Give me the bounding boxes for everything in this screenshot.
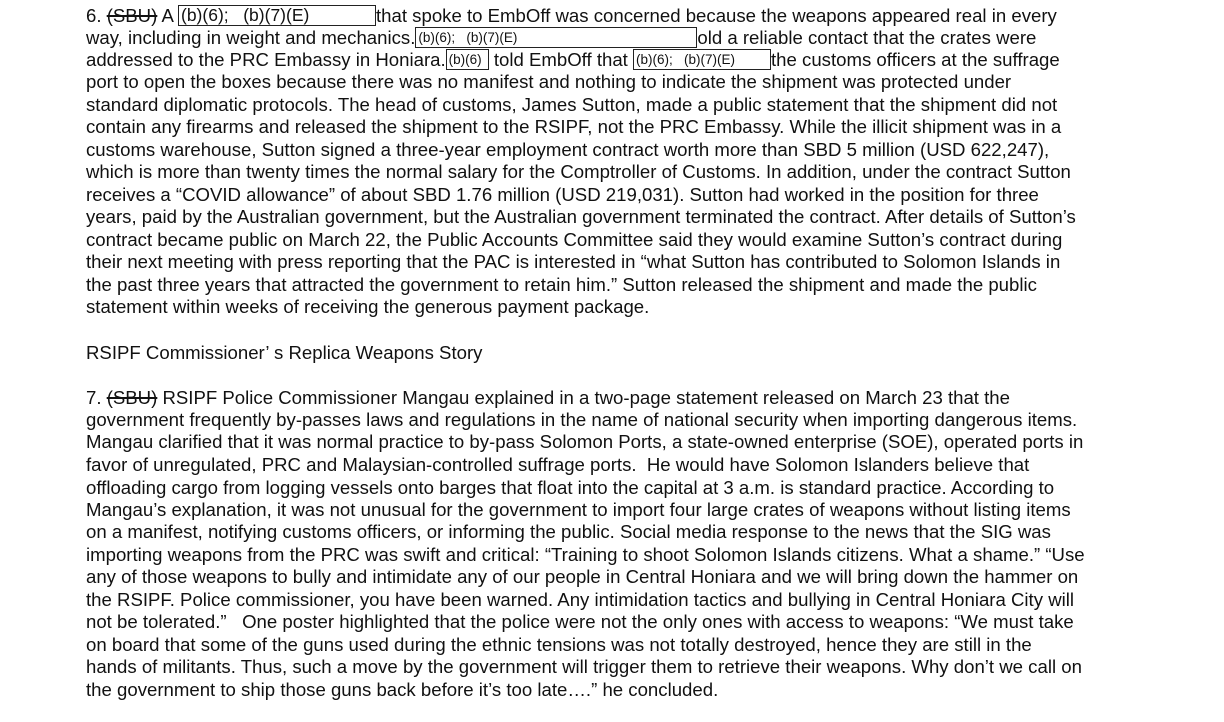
p7-line: not be tolerated.” One poster highlighted that the police were not the only ones with access to weapons: “We must take <box>86 611 1074 632</box>
p7-classification: (SBU) <box>106 387 158 408</box>
p7-line: favor of unregulated, PRC and Malaysian-controlled suffrage ports. He would have Solomon Islanders believe that <box>86 454 1030 475</box>
p7-line: importing weapons from the PRC was swift and critical: “Training to shoot Solomon Islands citizens. What a shame.” “Use <box>86 544 1085 565</box>
redaction-box-4: (b)(6); (b)(7)(E) <box>633 49 771 70</box>
p6-line: the past three years that attracted the government to retain him.” Sutton released the shipment and made the public <box>86 274 1037 295</box>
redaction-box-1: (b)(6); (b)(7)(E) <box>178 5 376 26</box>
p7-text: RSIPF Police Commissioner Mangau explained in a two-page statement released on March 23 that the <box>157 387 1010 408</box>
section-heading: RSIPF Commissioner’ s Replica Weapons Story <box>86 342 483 363</box>
p7-line: Mangau’s explanation, it was not unusual for the government to import four large crates of weapons without listing items <box>86 499 1071 520</box>
p6-line-2 <box>86 27 1036 49</box>
p7-number: 7. <box>86 387 107 408</box>
p6-line: years, paid by the Australian government, but the Australian government terminated the contract. After details of Sutton’s <box>86 206 1076 227</box>
p7-line: Mangau clarified that it was normal practice to by-pass Solomon Ports, a state-owned enterprise (SOE), operated ports in <box>86 431 1084 452</box>
p7-line: on board that some of the guns used during the ethnic tensions was not totally destroyed, hence they are still in the <box>86 634 1032 655</box>
p6-line: contain any firearms and released the shipment to the RSIPF, not the PRC Embassy. While the illicit shipment was in a <box>86 116 1062 137</box>
p7-line: the RSIPF. Police commissioner, you have been warned. Any intimidation tactics and bullying in Central Honiara City will <box>86 589 1075 610</box>
redaction-box-2: (b)(6); (b)(7)(E) <box>415 27 697 48</box>
p6-line: port to open the boxes because there was no manifest and nothing to indicate the shipment was protected under <box>86 71 1012 92</box>
p7-line: hands of militants. Thus, such a move by the government will trigger them to retrieve their weapons. Why don’t we call on <box>86 656 1082 677</box>
p6-line: their next meeting with press reporting that the PAC is interested in “what Sutton has contributed to Solomon Islands in <box>86 251 1061 272</box>
p6-line-3 <box>86 49 1060 71</box>
p7-line: the government to ship those guns back before it’s too late….” he concluded. <box>86 679 719 700</box>
p7-line: government frequently by-passes laws and regulations in the name of national security when importing dangerous items. <box>86 409 1078 430</box>
p6-text: A <box>157 5 178 26</box>
redaction-box-3: (b)(6) <box>446 49 489 70</box>
p6-classification: (SBU) <box>106 5 158 26</box>
p6-line: customs warehouse, Sutton signed a three-year employment contract worth more than SBD 5 million (USD 622,247), <box>86 139 1050 160</box>
p6-text: told EmbOff that <box>488 49 634 70</box>
p7-line: offloading cargo from logging vessels onto barges that float into the capital at 3 a.m. is standard practice. According to <box>86 477 1055 498</box>
p7-line-1 <box>86 387 1010 409</box>
p6-text: way, including in weight and mechanics. <box>86 27 416 48</box>
p6-line: standard diplomatic protocols. The head of customs, James Sutton, made a public statement that the shipment did not <box>86 94 1058 115</box>
p6-line: contract became public on March 22, the Public Accounts Committee said they would examine Sutton’s contract during <box>86 229 1063 250</box>
p6-number: 6. <box>86 5 107 26</box>
p7-line: any of those weapons to bully and intimidate any of our people in Central Honiara and we will bring down the hammer on <box>86 566 1079 587</box>
p6-text: the customs officers at the suffrage <box>771 49 1060 70</box>
p6-line: statement within weeks of receiving the generous payment package. <box>86 296 650 317</box>
p6-line-1 <box>86 5 1057 27</box>
p6-line: which is more than twenty times the normal salary for the Comptroller of Customs. In addition, under the contract Sutton <box>86 161 1071 182</box>
p6-text: addressed to the PRC Embassy in Honiara. <box>86 49 446 70</box>
p6-text: old a reliable contact that the crates were <box>697 27 1037 48</box>
p7-line: on a manifest, notifying customs officers, or informing the public. Social media response to the news that the SIG was <box>86 521 1051 542</box>
p6-line: receives a “COVID allowance” of about SBD 1.76 million (USD 219,031). Sutton had worked in the position for three <box>86 184 1039 205</box>
p6-text: that spoke to EmbOff was concerned because the weapons appeared real in every <box>376 5 1057 26</box>
